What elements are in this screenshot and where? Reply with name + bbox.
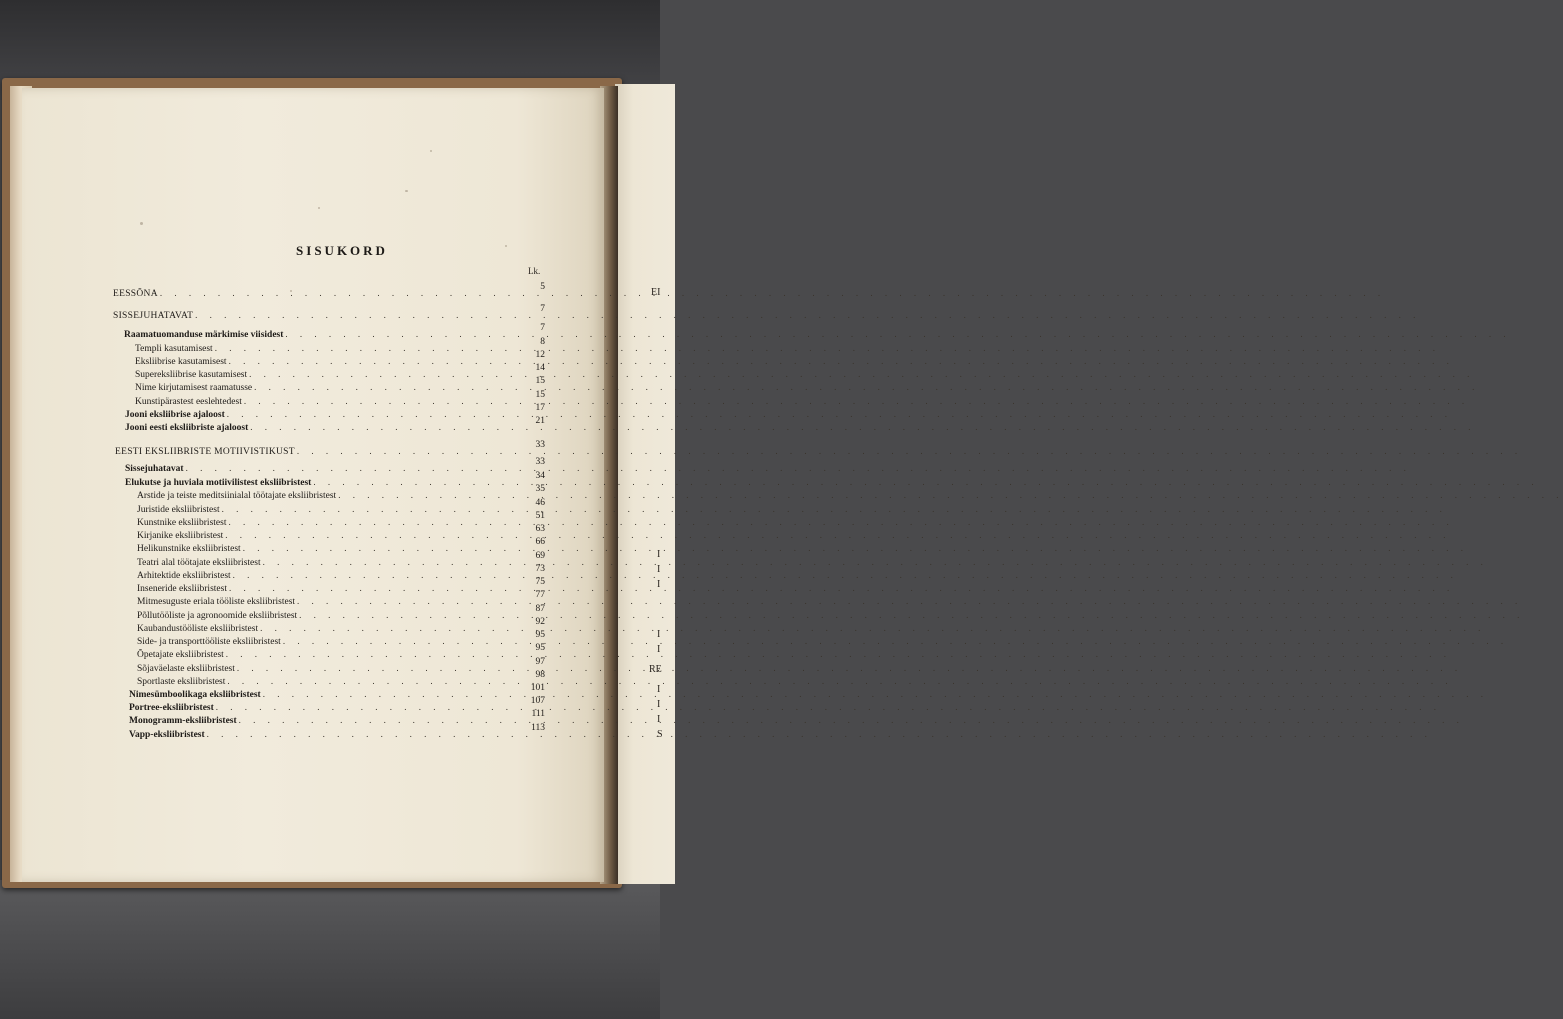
toc-leader-dots [239,715,1464,725]
right-page-fragment: I [657,644,661,655]
toc-leader-dots [243,543,1468,553]
toc-entry [135,396,505,407]
toc-page-number: 46 [535,498,545,508]
page-title: SISUKORD [296,243,388,258]
page-number-header: Lk. [528,266,541,276]
toc-entry [137,543,505,554]
toc-page-number: 95 [535,630,545,640]
toc-entry-label: Inseneride eksliibristest [137,584,227,594]
right-page-fragment: EI [651,287,661,298]
toc-page-number: 15 [535,390,545,400]
toc-entry-label: Elukutse ja huviala motiivilistest eksliibristest [125,478,312,488]
toc-page-number: 7 [540,304,545,314]
toc-leader-dots [244,396,1469,406]
toc-leader-dots [222,504,1447,514]
toc-entry-label: Templi kasutamisest [135,344,213,354]
toc-entry [113,288,495,299]
toc-leader-dots [160,288,1385,298]
toc-leader-dots [250,422,1475,432]
toc-entry-label: Kirjanike eksliibristest [137,531,224,541]
toc-leader-dots [297,446,1522,456]
toc-leader-dots [207,729,1432,739]
toc-page-number: 101 [530,683,545,693]
toc-leader-dots [260,623,1485,633]
toc-entry [129,702,505,713]
toc-entry-label: Eksliibrise kasutamisest [135,357,227,367]
toc-leader-dots [225,530,1450,540]
toc-page-number: 87 [535,604,545,614]
toc-entry-label: Raamatuomanduse märkimise viisidest [124,330,284,340]
right-page-fragment: S [657,729,663,740]
toc-entry [129,689,505,700]
toc-entry-label: Nimesümboolikaga eksliibristest [129,690,261,700]
toc-leader-dots [229,583,1454,593]
right-page-fragment: I [657,549,661,560]
toc-leader-dots [233,570,1458,580]
toc-leader-dots [263,557,1488,567]
toc-entry [115,446,505,457]
toc-entry-label: EESSÕNA [113,289,158,299]
toc-leader-dots [226,649,1451,659]
toc-leader-dots [299,610,1524,620]
toc-entry [137,663,505,674]
toc-entry [125,422,505,433]
toc-page-number: 12 [535,350,545,360]
toc-leader-dots [227,676,1452,686]
toc-entry [137,649,505,660]
toc-entry [137,490,505,501]
toc-entry [137,530,505,541]
toc-entry [137,583,505,594]
toc-leader-dots [285,329,1510,339]
toc-page-number: 34 [535,471,545,481]
toc-entry [137,610,505,621]
toc-leader-dots [283,636,1508,646]
toc-leader-dots [228,517,1453,527]
toc-leader-dots [237,663,1462,673]
toc-leader-dots [313,477,1538,487]
toc-entry-label: Kunstipärastest eeslehtedest [135,397,242,407]
toc-entry-label: Juristide eksliibristest [137,505,220,515]
toc-page-number: 97 [535,657,545,667]
toc-entry [137,623,505,634]
toc-page-number: 15 [535,376,545,386]
toc-leader-dots [186,463,1411,473]
toc-page-number: 66 [535,537,545,547]
toc-entry [137,570,505,581]
toc-entry-label: SISSEJUHATAVAT [113,311,194,321]
table-of-contents [0,0,660,1019]
toc-entry-label: Nime kirjutamisest raamatusse [135,383,253,393]
toc-page-number: 111 [531,709,545,719]
toc-page-number: 7 [540,323,545,333]
toc-entry-label: Arhitektide eksliibristest [137,571,231,581]
toc-entry [125,463,505,474]
toc-page-number: 95 [535,643,545,653]
toc-page-number: 92 [535,617,545,627]
toc-entry [135,343,505,354]
toc-entry [135,369,505,380]
right-page-fragment: I [657,579,661,590]
toc-page-number: 17 [535,403,545,413]
toc-entry [137,676,505,687]
toc-page-number: 33 [535,457,545,467]
toc-page-number: 14 [535,363,545,373]
toc-entry [137,596,505,607]
toc-entry-label: Sissejuhatavat [125,464,184,474]
toc-entry-label: Jooni eksliibrise ajaloost [125,410,225,420]
toc-page-number: 107 [530,696,545,706]
toc-entry-label: Helikunstnike eksliibristest [137,544,241,554]
toc-page-number: 113 [531,723,545,733]
toc-entry [137,504,505,515]
toc-entry-label: Side- ja transporttööliste eksliibristest [137,637,281,647]
toc-page-number: 77 [535,590,545,600]
right-page-fragment: I [657,699,661,710]
toc-entry [135,382,505,393]
toc-page-number: 63 [535,524,545,534]
toc-leader-dots [263,689,1488,699]
toc-leader-dots [254,382,1479,392]
toc-entry-label: Sportlaste eksliibristest [137,677,226,687]
toc-leader-dots [297,596,1522,606]
toc-entry-label: Arstide ja teiste meditsiinialal töötajate eksliibristest [137,491,337,501]
toc-entry-label: Portree-eksliibristest [129,703,214,713]
toc-entry-label: Kaubandustööliste eksliibristest [137,624,259,634]
toc-entry [113,310,495,321]
toc-page-number: 8 [540,337,545,347]
toc-page-number: 69 [535,551,545,561]
toc-entry-label: Mitmesuguste eriala tööliste eksliibristest [137,597,296,607]
toc-entry [135,356,505,367]
toc-entry-label: Kunstnike eksliibristest [137,518,227,528]
toc-leader-dots [249,369,1474,379]
toc-leader-dots [227,409,1452,419]
right-page-fragment: I [657,714,661,725]
toc-entry [129,729,505,740]
toc-entry-label: EESTI EKSLIIBRISTE MOTIIVISTIKUST [115,447,295,457]
toc-page-number: 5 [540,282,545,292]
right-page-fragment: I [657,684,661,695]
toc-entry [125,477,505,488]
toc-entry-label: Põllutööliste ja agronoomide eksliibristest [137,611,298,621]
toc-leader-dots [195,310,1420,320]
toc-page-number: 35 [535,484,545,494]
toc-entry-label: Supereksliibrise kasutamisest [135,370,248,380]
toc-entry [137,517,505,528]
toc-page-number: 51 [535,511,545,521]
right-page-fragment: RE [649,664,662,675]
toc-page-number: 75 [535,577,545,587]
toc-entry-label: Sõjaväelaste eksliibristest [137,664,235,674]
toc-page-number: 33 [535,440,545,450]
toc-entry-label: Monogramm-eksliibristest [129,716,237,726]
toc-leader-dots [215,343,1440,353]
toc-entry [129,715,505,726]
toc-entry-label: Vapp-eksliibristest [129,730,205,740]
toc-entry-label: Jooni eesti eksliibriste ajaloost [125,423,249,433]
toc-page-number: 98 [535,670,545,680]
right-page-fragment: I [657,564,661,575]
toc-entry-label: Teatri alal töötajate eksliibristest [137,558,261,568]
toc-entry [125,409,505,420]
toc-entry [137,557,505,568]
right-page-fragment: I [657,629,661,640]
toc-leader-dots [216,702,1441,712]
toc-leader-dots [229,356,1454,366]
toc-page-number: 21 [535,416,545,426]
toc-entry [137,636,505,647]
toc-page-number: 73 [535,564,545,574]
toc-entry-label: Õpetajate eksliibristest [137,650,224,660]
toc-entry [124,329,505,340]
